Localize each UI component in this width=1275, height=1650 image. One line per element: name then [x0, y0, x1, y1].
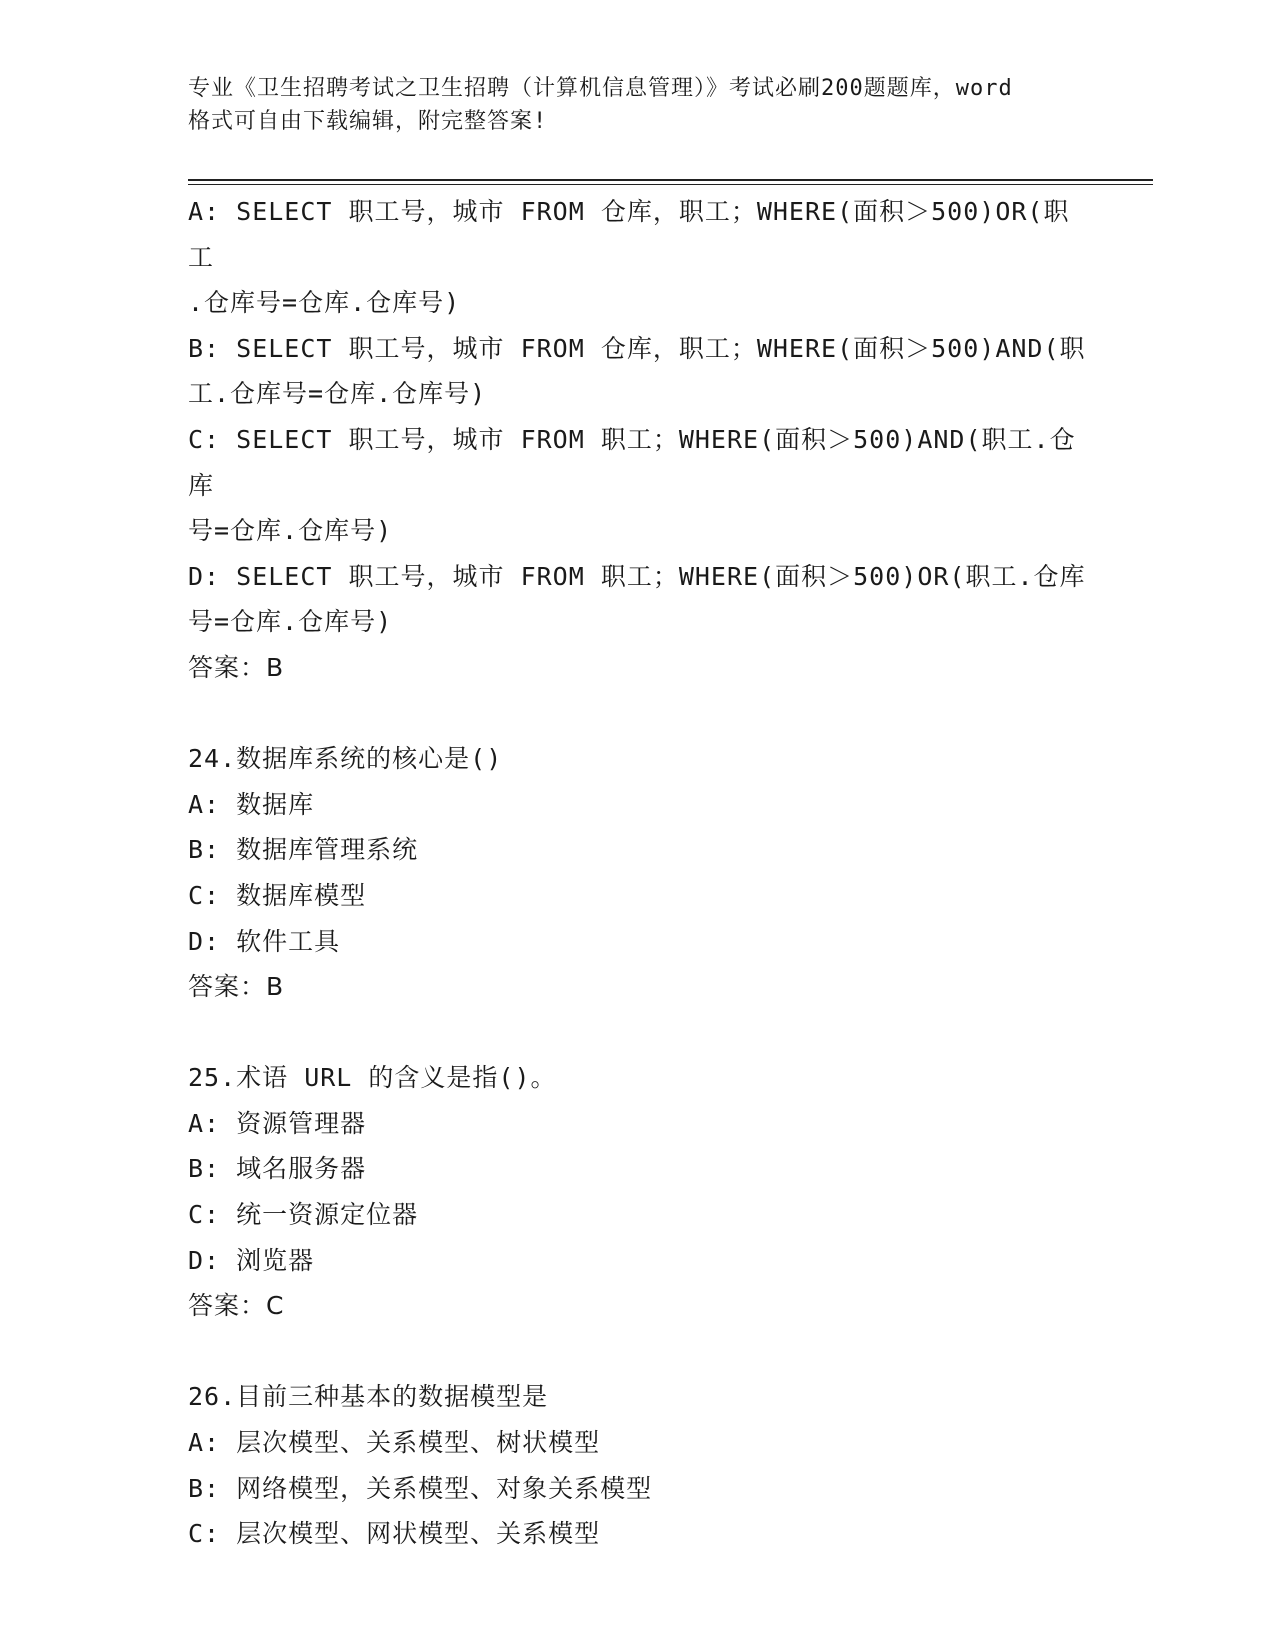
question-23-answer: 答案：B — [188, 652, 285, 682]
question-25-option-a: A: 资源管理器 — [188, 1108, 367, 1138]
question-25-option-c: C: 统一资源定位器 — [188, 1200, 419, 1230]
question-24-option-b: B: 数据库管理系统 — [188, 835, 419, 865]
question-26-option-c: C: 层次模型、网状模型、关系模型 — [188, 1519, 601, 1549]
question-26-block — [188, 1374, 1088, 1556]
question-23-option-d-line-2: 号=仓库.仓库号) — [188, 607, 393, 637]
question-25-option-d: D: 浏览器 — [188, 1245, 315, 1275]
question-26-option-b: B: 网络模型，关系模型、对象关系模型 — [188, 1473, 653, 1503]
question-23-option-b-line-2: 工.仓库号=仓库.仓库号) — [188, 379, 487, 409]
question-25-option-b: B: 域名服务器 — [188, 1154, 367, 1184]
question-25-block — [188, 1055, 1088, 1329]
spacer — [188, 691, 1088, 737]
question-25-answer: 答案：C — [188, 1291, 285, 1321]
document-body — [188, 189, 1088, 1557]
question-24-option-d: D: 软件工具 — [188, 926, 341, 956]
header-line-2: 格式可自由下载编辑，附完整答案! — [188, 109, 548, 134]
header-divider-thick — [188, 179, 1153, 181]
question-23-option-b-line-1: B: SELECT 职工号，城市 FROM 仓库，职工；WHERE(面积＞500)AND(职 — [188, 333, 1086, 363]
spacer — [188, 1329, 1088, 1375]
header-line-1: 专业《卫生招聘考试之卫生招聘（计算机信息管理）》考试必刷200题题库，word — [188, 76, 1013, 101]
question-23-option-c-line-1: C: SELECT 职工号，城市 FROM 职工；WHERE(面积＞500)AND(职工.仓库 — [188, 424, 1076, 500]
question-23-option-c-line-2: 号=仓库.仓库号) — [188, 516, 393, 546]
question-26-stem: 26.目前三种基本的数据模型是 — [188, 1382, 549, 1412]
question-24-option-c: C: 数据库模型 — [188, 880, 367, 910]
question-24-block — [188, 736, 1088, 1010]
header-divider-thin — [188, 184, 1153, 185]
question-26-option-a: A: 层次模型、关系模型、树状模型 — [188, 1428, 601, 1458]
spacer — [188, 1010, 1088, 1056]
question-24-stem: 24.数据库系统的核心是() — [188, 744, 503, 774]
question-24-option-a: A: 数据库 — [188, 789, 315, 819]
question-23-block — [188, 189, 1088, 691]
question-23-option-a-line-2: .仓库号=仓库.仓库号) — [188, 288, 461, 318]
question-23-option-d-line-1: D: SELECT 职工号，城市 FROM 职工；WHERE(面积＞500)OR(职工.仓库 — [188, 561, 1086, 591]
document-header — [188, 72, 1088, 138]
question-23-option-a-line-1: A: SELECT 职工号，城市 FROM 仓库，职工；WHERE(面积＞500)OR(职工 — [188, 197, 1070, 272]
question-25-stem: 25.术语 URL 的含义是指()。 — [188, 1063, 557, 1093]
question-24-answer: 答案：B — [188, 972, 285, 1002]
